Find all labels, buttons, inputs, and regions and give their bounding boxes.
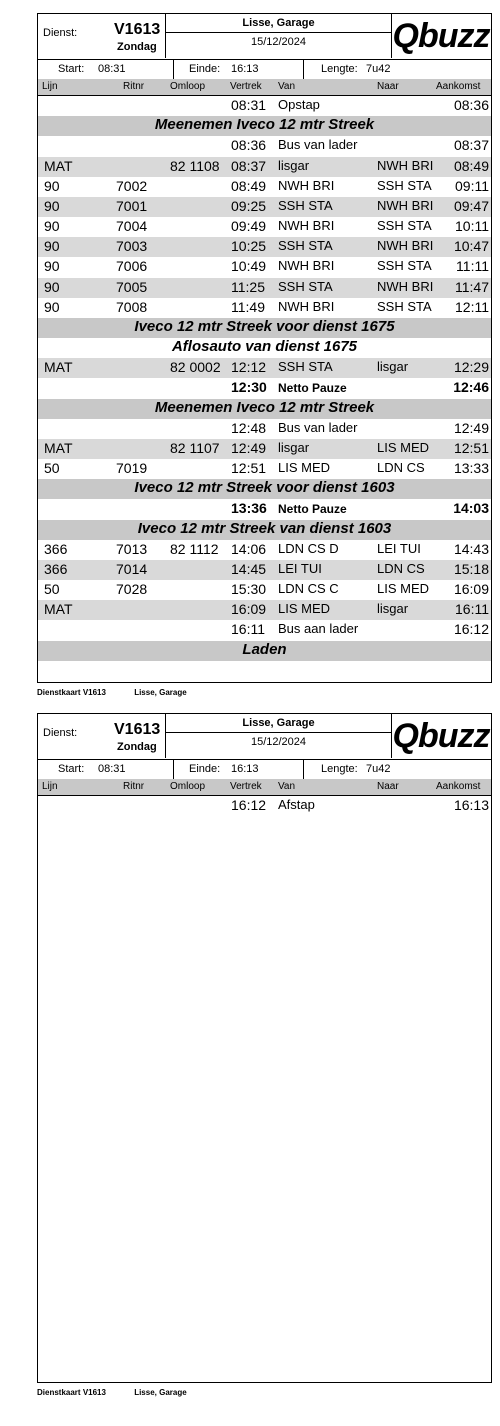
- cell-lijn: MAT: [44, 439, 73, 456]
- cell-lijn: 366: [44, 560, 68, 577]
- table-row: [38, 796, 491, 816]
- cell-lijn: 90: [44, 177, 60, 194]
- table-row: [38, 540, 491, 560]
- col-aankomst: Aankomst: [436, 81, 481, 92]
- cell-ritnr: 7001: [116, 197, 148, 214]
- cell-naar: SSH STA: [377, 258, 432, 274]
- qbuzz-logo: Qbuzz: [392, 717, 490, 755]
- section-title: Iveco 12 mtr Streek van dienst 1603: [137, 519, 392, 537]
- section-title: Meenemen Iveco 12 mtr Streek: [154, 398, 375, 416]
- dienst-code: V1613: [114, 721, 161, 738]
- section-title: Aflosauto van dienst 1675: [171, 338, 358, 356]
- table-row: [38, 439, 491, 459]
- cell-vertrek: 09:49: [231, 218, 267, 235]
- table-row: [38, 278, 491, 298]
- location-date-box: [165, 14, 392, 58]
- lengte-label: Lengte:: [321, 63, 358, 75]
- cell-van: LDN CS C: [278, 581, 339, 597]
- col-omloop: Omloop: [170, 81, 206, 92]
- cell-van: Bus aan lader: [278, 621, 359, 637]
- cell-vertrek: 08:31: [231, 97, 267, 113]
- einde-label: Einde:: [189, 763, 221, 775]
- cell-lijn: 90: [44, 278, 60, 295]
- cell-aankomst: 16:09: [453, 581, 489, 598]
- section-title: Laden: [242, 640, 287, 658]
- cell-vertrek: 08:49: [231, 177, 267, 194]
- cell-vertrek: 12:12: [231, 359, 267, 376]
- cell-van: NWH BRI: [278, 298, 335, 314]
- cell-aankomst: 16:11: [455, 601, 489, 618]
- cell-naar: LIS MED: [377, 581, 430, 597]
- cell-van: SSH STA: [278, 238, 333, 254]
- col-naar: Naar: [377, 81, 399, 92]
- cell-ritnr: 7006: [116, 258, 148, 275]
- start-label: Start:: [58, 63, 85, 75]
- cell-naar: NWH BRI: [377, 197, 434, 213]
- col-lijn: Lijn: [42, 781, 58, 792]
- footer-label: Dienstkaart V1613: [37, 688, 106, 697]
- cell-lijn: 90: [44, 218, 60, 235]
- lengte-value: 7u42: [366, 763, 391, 775]
- col-van: Van: [278, 81, 296, 92]
- cell-aankomst: 09:11: [455, 177, 489, 194]
- cell-van: LDN CS D: [278, 540, 339, 556]
- cell-lijn: 90: [44, 238, 60, 255]
- cell-naar: NWH BRI: [377, 238, 434, 254]
- cell-van: NWH BRI: [278, 177, 335, 193]
- cell-van: NWH BRI: [278, 218, 335, 234]
- cell-vertrek: 16:12: [231, 797, 267, 813]
- cell-naar: NWH BRI: [377, 278, 434, 294]
- footer: [37, 1388, 213, 1397]
- cell-aankomst: 10:11: [455, 218, 489, 235]
- footer-location: Lisse, Garage: [134, 1388, 187, 1397]
- table-row: [38, 520, 491, 540]
- cell-aankomst: 16:13: [453, 797, 489, 813]
- table-row: [38, 399, 491, 419]
- cell-van: Netto Pauze: [278, 381, 347, 396]
- cell-ritnr: 7005: [116, 278, 148, 295]
- section-title: Meenemen Iveco 12 mtr Streek: [154, 116, 375, 134]
- table-row: [38, 298, 491, 318]
- table-row: [38, 419, 491, 439]
- lengte-value: 7u42: [366, 63, 391, 75]
- location: Lisse, Garage: [166, 714, 391, 733]
- cell-van: LEI TUI: [278, 560, 322, 576]
- cell-vertrek: 12:49: [231, 439, 267, 456]
- start-time: 08:31: [98, 63, 126, 75]
- cell-vertrek: 08:37: [231, 157, 267, 174]
- col-ritnr: Ritnr: [123, 81, 145, 92]
- cell-aankomst: 08:36: [453, 97, 489, 113]
- table-row: [38, 197, 491, 217]
- table-row: [38, 136, 491, 156]
- table-row: [38, 560, 491, 580]
- cell-ritnr: 7008: [116, 298, 148, 315]
- table-row: [38, 217, 491, 237]
- cell-van: LIS MED: [278, 601, 331, 617]
- column-headers: [38, 779, 491, 796]
- section-title: Iveco 12 mtr Streek voor dienst 1675: [134, 317, 395, 335]
- cell-aankomst: 08:37: [453, 137, 489, 154]
- einde-label: Einde:: [189, 63, 221, 75]
- table-row: [38, 257, 491, 277]
- page-1: [0, 0, 500, 700]
- cell-aankomst: 13:33: [453, 460, 489, 477]
- cell-vertrek: 11:25: [231, 278, 265, 295]
- cell-aankomst: 15:18: [453, 560, 489, 577]
- col-van: Van: [278, 781, 296, 792]
- cell-van: lisgar: [278, 439, 310, 455]
- cell-lijn: 90: [44, 258, 60, 275]
- table-row: [38, 641, 491, 661]
- cell-vertrek: 10:49: [231, 258, 267, 275]
- cell-van: Bus van lader: [278, 419, 358, 435]
- table-row: [38, 459, 491, 479]
- start-label: Start:: [58, 763, 85, 775]
- cell-aankomst: 12:11: [455, 298, 489, 315]
- cell-aankomst: 09:47: [453, 197, 489, 214]
- col-vertrek: Vertrek: [230, 81, 262, 92]
- cell-vertrek: 12:30: [231, 379, 267, 396]
- table-row: [38, 479, 491, 499]
- page-2: [0, 700, 500, 1400]
- date: 15/12/2024: [250, 36, 307, 48]
- cell-van: Netto Pauze: [278, 502, 347, 517]
- cell-vertrek: 12:51: [231, 460, 267, 477]
- cell-van: LIS MED: [278, 460, 331, 476]
- cell-ritnr: 7014: [116, 560, 148, 577]
- cell-ritnr: 7004: [116, 218, 148, 235]
- cell-ritnr: 7028: [116, 581, 148, 598]
- cell-vertrek: 08:36: [231, 137, 267, 154]
- section-title: Iveco 12 mtr Streek voor dienst 1603: [134, 479, 395, 497]
- cell-naar: LDN CS: [377, 560, 425, 576]
- col-naar: Naar: [377, 781, 399, 792]
- cell-naar: lisgar: [377, 359, 409, 375]
- cell-van: SSH STA: [278, 278, 333, 294]
- cell-naar: NWH BRI: [377, 157, 434, 173]
- cell-van: Afstap: [278, 797, 315, 812]
- cell-vertrek: 14:06: [231, 540, 267, 557]
- table-row: [38, 600, 491, 620]
- footer-label: Dienstkaart V1613: [37, 1388, 106, 1397]
- cell-aankomst: 12:46: [453, 379, 489, 396]
- cell-van: NWH BRI: [278, 258, 335, 274]
- cell-lijn: 366: [44, 540, 68, 557]
- table-row: [38, 116, 491, 136]
- table-row: [38, 580, 491, 600]
- cell-vertrek: 15:30: [231, 581, 267, 598]
- cell-naar: SSH STA: [377, 298, 432, 314]
- col-ritnr: Ritnr: [123, 781, 145, 792]
- table-row: [38, 237, 491, 257]
- cell-van: lisgar: [278, 157, 310, 173]
- cell-ritnr: 7002: [116, 177, 148, 194]
- cell-aankomst: 14:03: [453, 500, 489, 517]
- date: 15/12/2024: [250, 736, 307, 748]
- col-aankomst: Aankomst: [436, 781, 481, 792]
- cell-aankomst: 11:47: [455, 278, 489, 295]
- lengte-label: Lengte:: [321, 763, 358, 775]
- cell-van: SSH STA: [278, 197, 333, 213]
- dienst-label: Dienst:: [43, 727, 78, 739]
- table-row: [38, 96, 491, 116]
- cell-vertrek: 10:25: [231, 238, 267, 255]
- dienst-code: V1613: [114, 21, 161, 38]
- cell-vertrek: 13:36: [231, 500, 267, 517]
- col-omloop: Omloop: [170, 781, 206, 792]
- cell-omloop: 82 1112: [170, 540, 219, 557]
- cell-lijn: 50: [44, 460, 60, 477]
- cell-lijn: 90: [44, 298, 60, 315]
- table-row: [38, 499, 491, 519]
- cell-lijn: 90: [44, 197, 60, 214]
- column-headers: [38, 79, 491, 96]
- cell-vertrek: 09:25: [231, 197, 267, 214]
- dienstkaart-sheet: [37, 13, 492, 683]
- col-lijn: Lijn: [42, 81, 58, 92]
- cell-lijn: 50: [44, 581, 60, 598]
- sheet-header: [38, 714, 491, 760]
- cell-naar: LEI TUI: [377, 540, 421, 556]
- cell-vertrek: 12:48: [231, 419, 267, 436]
- table-row: [38, 157, 491, 177]
- cell-naar: LDN CS: [377, 460, 425, 476]
- cell-ritnr: 7003: [116, 238, 148, 255]
- location: Lisse, Garage: [166, 14, 391, 33]
- cell-naar: LIS MED: [377, 439, 430, 455]
- cell-lijn: MAT: [44, 601, 73, 618]
- cell-ritnr: 7013: [116, 540, 148, 557]
- cell-omloop: 82 1107: [170, 439, 220, 456]
- cell-omloop: 82 1108: [170, 157, 220, 174]
- info-bar: [38, 759, 491, 780]
- cell-aankomst: 12:51: [453, 439, 489, 456]
- col-vertrek: Vertrek: [230, 781, 262, 792]
- table-row: [38, 177, 491, 197]
- cell-aankomst: 08:49: [453, 157, 489, 174]
- table-row: [38, 620, 491, 640]
- dienstkaart-sheet: [37, 713, 492, 1383]
- cell-lijn: MAT: [44, 359, 73, 376]
- cell-omloop: 82 0002: [170, 359, 221, 376]
- location-date-box: [165, 714, 392, 758]
- table-row: [38, 338, 491, 358]
- cell-vertrek: 11:49: [231, 298, 265, 315]
- cell-naar: SSH STA: [377, 218, 432, 234]
- cell-naar: lisgar: [377, 601, 409, 617]
- table-row: [38, 358, 491, 378]
- cell-ritnr: 7019: [116, 460, 148, 477]
- cell-lijn: MAT: [44, 157, 73, 174]
- cell-vertrek: 16:11: [231, 621, 265, 638]
- table-row: [38, 318, 491, 338]
- cell-naar: SSH STA: [377, 177, 432, 193]
- day-label: Zondag: [117, 41, 157, 53]
- cell-aankomst: 14:43: [453, 540, 489, 557]
- cell-van: Bus van lader: [278, 137, 358, 153]
- cell-aankomst: 12:29: [453, 359, 489, 376]
- cell-aankomst: 16:12: [453, 621, 489, 638]
- einde-time: 16:13: [231, 63, 259, 75]
- cell-vertrek: 16:09: [231, 601, 267, 618]
- cell-aankomst: 11:11: [456, 258, 489, 275]
- dienst-label: Dienst:: [43, 27, 78, 39]
- cell-vertrek: 14:45: [231, 560, 267, 577]
- cell-van: SSH STA: [278, 359, 333, 375]
- cell-van: Opstap: [278, 97, 320, 112]
- table-row: [38, 378, 491, 398]
- cell-aankomst: 10:47: [453, 238, 489, 255]
- einde-time: 16:13: [231, 763, 259, 775]
- footer: [37, 688, 213, 697]
- footer-location: Lisse, Garage: [134, 688, 187, 697]
- qbuzz-logo: Qbuzz: [392, 17, 490, 55]
- start-time: 08:31: [98, 763, 126, 775]
- info-bar: [38, 59, 491, 80]
- sheet-header: [38, 14, 491, 60]
- cell-aankomst: 12:49: [453, 419, 489, 436]
- day-label: Zondag: [117, 741, 157, 753]
